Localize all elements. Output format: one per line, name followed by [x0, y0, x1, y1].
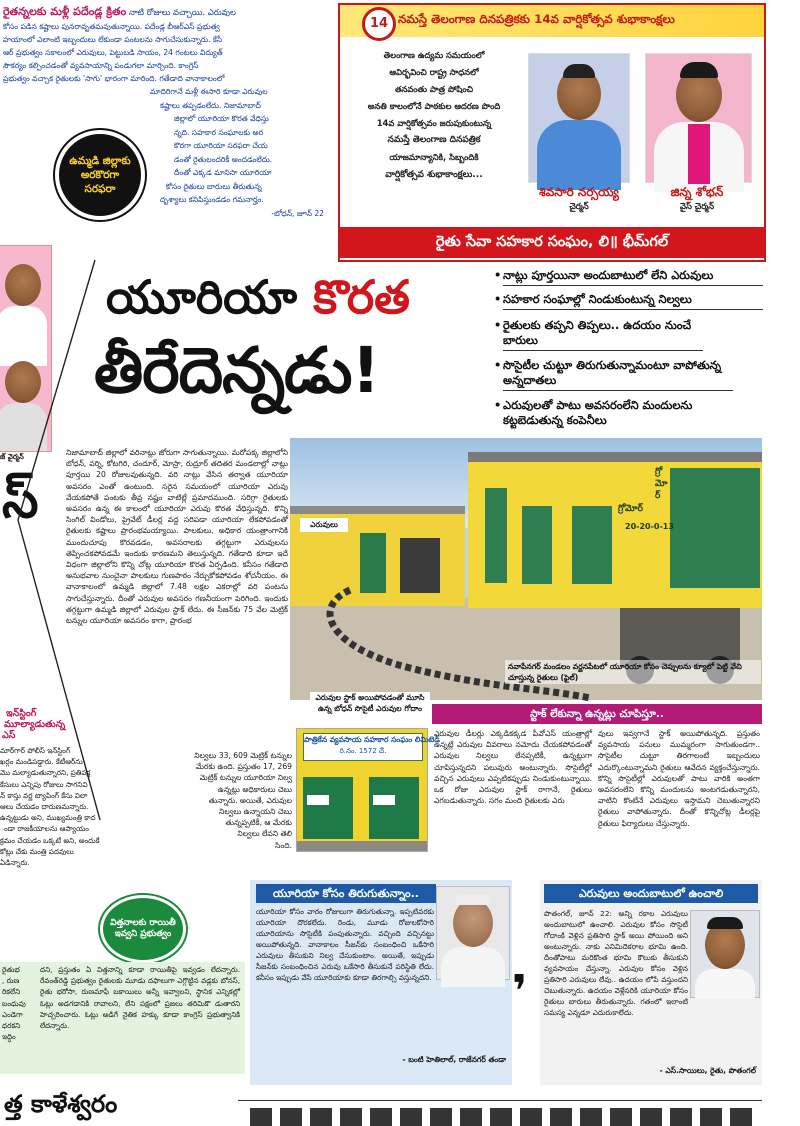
ad-body-line: నమస్తే తెలంగాణ దినపత్రిక: [387, 135, 481, 145]
bottom-left-fragment: , రుణ: [2, 976, 20, 986]
stock-line: తున్నప్పటికీ, ఆ మేరకు: [225, 818, 292, 828]
stock-banner: [432, 704, 762, 724]
bottom-left-fragment: రైతుభ: [2, 965, 20, 974]
chairman-role: చైర్మన్: [569, 202, 589, 212]
ad-badge: [362, 7, 396, 41]
godown-photo: [296, 728, 440, 852]
photo-sign-fertilizers: ఎరువులు: [300, 518, 348, 532]
stock-line: సింది.: [275, 840, 292, 850]
ad-body-line: తెలంగాణ ఉద్యమ సమయంలో: [383, 50, 485, 60]
bottom-left-story: [0, 962, 245, 1074]
left-red-title: మూల్యాడుతున్న: [4, 719, 66, 730]
top-story-line: జిల్లాలో యూరియా కొరత వేధిస్తు: [174, 114, 269, 123]
left-text-line: ఏడిన్నారు.: [0, 858, 30, 868]
top-story-lead-title: రైతన్నలకు మళ్లీ పదేండ్ల క్రితం: [3, 5, 127, 18]
top-story-line: కొరగా యూరియా సరఫరా చేయ: [174, 141, 268, 150]
left-text-line: ఉన్నట్టుడు అని, ముఖ్యమంత్రి కాద: [0, 813, 96, 823]
ad-body-line: 14వ వార్షికోత్సవం జరుపుకుంటున్న: [376, 118, 492, 128]
left-article-2: [0, 708, 125, 868]
stock-line: నిల్వలు 33, 609 మెట్రిక్ టన్నుల: [194, 751, 292, 760]
shortage-badge: [55, 130, 145, 220]
godown-sign-sub: రి.నం. 1572 ౘ.: [339, 747, 387, 755]
top-story-dateline: -బోధన్, జూన్ 22: [271, 208, 324, 218]
stock-line: నిల్వలు లేవని తెలి: [237, 829, 292, 839]
stock-line: తున్నారు. అయితే, ఎరువుల: [208, 795, 292, 805]
main-headline: [94, 268, 500, 438]
ad-footer: [340, 227, 764, 258]
stock-col-3: వులు ఇవ్వగానే స్టాక్ అయిపోతున్నది. ప్రస్తుతం వ్యవసాయ పనులు ముమ్మరంగా సాగుతుండగా.. సొసైటీల చుట్టూ తిరగాలంటే ఇబ్బందులు ఎదుర్కొంటున్నామని రైతులు ఆవేదన వ్యక్తంచేస్తున్నారు. కొన్ని సొసైటీల్లో ఎరువులతో పాటు వారికి అంతగా అవసరంలేని కొన్ని మందులను అంటగడుతున్నారని, వాటిని కొంటేనే ఎరువులు ఇస్తామని చెబుతున్నారని రైతులు వాపోతున్నారు. దీంతో కొన్నిచోట్ల డీలర్లపై రైతులు ఫిర్యాదులు చేస్తున్నారు.: [598, 729, 760, 828]
top-story-line: ప్రభుత్వం వచ్చాక రైతులకు 'సాగు' భారంగా మారింది. గతేడాది వానాకాలంలో: [3, 74, 225, 83]
top-story-lead: [3, 5, 236, 19]
anniversary-ad: [338, 3, 766, 262]
photo-wall-text: 20-20-0-13: [625, 522, 674, 531]
bottom-left-text: దని, ప్రస్తుతం ఏ విత్తనాన్ని కూడా రాయితీపై ఇవ్వడం లేదన్నారు. రేవంత్‌రెడ్డి ప్రభుత్వం రైతులకు మూడు దఫాలుగా ఎగ్గొట్టిన వడ్లకు బోనస్, రైతు భరోసా, రుణమాఫీ బకాయిలు అన్నీ ఇవ్వాలని, స్థానిక ఎన్నికల్లో ఓట్లు అడగడానికి రావాలని, లేని పక్షంలో ప్రజలు తరిమికొ డుతారని హెచ్చరించారు. ఓట్లు అడిగే నైతిక హక్కు కూడా కాంగ్రెస్ ప్రభుత్వానికి లేదన్నారు.: [40, 965, 240, 1031]
queue-photo: [290, 438, 762, 700]
headline-word-shortage: కొరత: [313, 270, 410, 324]
bullet-item: [503, 398, 723, 428]
top-story-line: కష్టాలు తప్పడంలేదు. నిజామాబాద్: [160, 100, 261, 110]
left-big-letter: స్: [2, 470, 39, 530]
ad-body: [340, 47, 528, 183]
ad-body-line: ఆవిర్భవించి రాష్ట్ర సాధనలో: [389, 67, 479, 77]
photo-sign-gromor: గ్రోమోర్: [618, 504, 643, 514]
stock-line: నిల్వలు ఉన్నాయని చెబు: [219, 807, 292, 817]
quote-mark-icon: ❜: [512, 966, 528, 1017]
headline-line2: తీరేదెన్నడు!: [94, 334, 380, 407]
bottom-left-fragment: ధరకని: [2, 1021, 21, 1031]
left-caption: జ్ వైర్మన్: [0, 452, 24, 461]
bullet-text: ఎరువులతో పాటు అవసరంలేని మందులను కట్టబెడుతున్న కంపెనీలు: [503, 398, 693, 427]
chairman-photo: [528, 53, 630, 183]
farmer-quote-2-text: పొతంగల్, జూన్ 22: అన్ని రకాల ఎరువులు అందుబాటులో ఉంచాలి. ఎరువుల కోసం సొసైటీ గోదాంకి వెళ్లిన ప్రతిసారి స్టాక్ అయి పోయింది అని అంటున్నారు. నాకు ఎనిమిదెకరాల భూమి ఉంది. దీంతోపాటు మరికొంత భూమి కౌలుకు తీసుకుని వ్యవసాయం చేస్తున్నా. ఎరువుల కోసం వెళ్లిన ప్రతిసారి ఎరువులు లేవు.. ఉదయం లోపే వస్తుందని చెబుతున్నారు. ఉదయం వెళ్లేసరికి యూరియా కోసం రైతులు బారులు తీరుతున్నారు. గతంలో ఇలాంటి సమస్య ఎన్నడూ ఎదురుకాలేదు.: [544, 909, 688, 1017]
photo-caption: నవాపేనగర్ మండలం వర్ణనపేటలో యూరియా కోసం చెప్పులను క్యూలో పెట్టి వేచి చూస్తున్న రైతులు (ఫైల్): [505, 660, 761, 684]
chairman-name: శివసారి నర్సయ్య: [539, 185, 619, 199]
main-article-body: నిజామాబాద్ జిల్లాలో వరినాట్లు జోరుగా సాగుతున్నాయి. మరోపక్క జిల్లాలోని బోధన్, వర్ని, కోటగిరి, చందూర్, మోస్రా, రుద్రూర్ తదితర మండలాల్లో నాట్లు పూర్తయి 20 రోజులవుతున్నది. వరి నాట్లు వేసిన తర్వాత యూరియా అవసరం ఎంతో ఉంటుంది. సరైన సమయంలో యూరియా ఎరువు వేయకపోతే పంటకు తీవ్ర నష్టం వాటిల్లే ప్రమాదముంది. సరిగ్గా రైతులకు అవసరం ఉన్న ఈ కాలంలో యూరియా ఎరువు కొరత వేధిస్తున్నది. కొన్ని సింగిల్ విండోలు, ప్రైవేట్ డీలర్ల వద్ద సరిపడా యూరియా లేకపోవడంతో రైతులకు కష్టాలు ప్రారంభమయ్యాయి. పాలకులు, అధికార యంత్రాంగానికి ముందుచూపు కొరవడడం, అవసరాలకు తగ్గట్టుగా ఎరువులను తెప్పించకపోవడమే ఇందుకు కారణమని తెలుస్తున్నది. గతేడాది కూడా ఇదే విధంగా జిల్లాలోని కొన్ని చోట్ల యూరియా కొరత ఏర్పడింది. కనీసం గతేడాది అనుభవాల నుంచైనా పాలకులు గుణపాఠం నేర్చుకోకపోవడం శోచనీయం. ఈ వానాకాలంలో ఉమ్మడి జిల్లాలో 7.48 లక్షల ఎకరాల్లో వరి పంటను సాగుచేస్తున్నారు. దీంతో ఎరువుల అవసరం గణనీయంగా పెరిగింది. ఇందుకు తగ్గట్టుగా ఉమ్మడి జిల్లాలో ఎరువుల స్టాక్ లేదు. ఈ సీజన్‌కు 75 వేల మెట్రిక్ టన్నుల యూరియా అవసరం కాగా, ప్రారంభ: [66, 448, 288, 626]
top-story-line: దృశ్యాలు కనిపిస్తుండడం గమనార్హం.: [160, 195, 264, 204]
left-red-title: ఎస్: [2, 730, 16, 741]
ad-body-line: యాజమాన్యానికి, సిబ్బందికి: [389, 152, 479, 162]
bullet-item: [503, 292, 763, 310]
vice-chairman-role: వైస్ చైర్మన్: [679, 202, 715, 212]
bullet-text: సొసైటీల చుట్టూ తిరుగుతున్నామంటూ వాపోతున్న అన్నదాతలు: [503, 358, 722, 387]
stock-line: ఉన్నట్లు అధికారులు చెబు: [217, 784, 292, 794]
left-text-line: కేసులు ఎన్నిపు రోజులు సాగనివి: [0, 779, 88, 789]
seeds-badge: [100, 895, 186, 963]
godown-sign: పాత్రికేన వ్యవసాయ సహకార సంఘం లిమిటెడ్: [304, 735, 440, 744]
ad-body-line: అనతి కాలంలోనే పాఠకుల ఆదరణ పొంది: [367, 101, 501, 111]
top-story-line: నాటి రోజులు వచ్చాయి. ఎరువుల: [128, 7, 236, 17]
seeds-badge-text: విత్తనాలకు రాయితీ ఇవ్వని ప్రభుత్వం: [110, 917, 176, 939]
top-story-line: హయాంలో ఎలాంటి ఇబ్బందులు లేకుండా పంటలను సాగుచేసుకున్నారు. కేసీ: [3, 35, 223, 44]
farmer-2-photo: [690, 910, 760, 998]
bullet-text: నాట్లు పూర్తయినా అందుబాటులో లేని ఎరువులు: [503, 268, 714, 282]
left-text-line: న్ కాస్తు వర్ణ ట్యాపింగ్ కేసు విలా: [0, 790, 88, 800]
farmer-quote-1-text: యూరియా కోసం వారం రోజులుగా తిరుగుతున్నా. ఇప్పటివరకు యూరియా దొరకలేదు. రెండు, మూడు రోజులకోసారి యూరియాను సొసైటీకి పంపుతున్నారు. వచ్చింది వచ్చినట్టు అయిపోతున్నది. వానాకాలం సీజన్‌కు సంబంధించి ఒకేసారి ఎరువులు తీసుకుని నిల్వ చేసుకుంటాం. అయితే, ఇప్పుడు సీజన్‌కు సంబంధించిన ఎరువు ఒకేసారి తీసుకునే పరిస్థితి లేదు. కనీసం ఇప్పుడు వేసే యూరియాకు కూడా తిరగాల్సి వస్తున్నదని.: [256, 907, 434, 982]
left-text-line: క్రమం చేయడం ఒక్కటే అని, అందుకే: [0, 835, 100, 845]
bottom-rule: [238, 1100, 762, 1101]
top-story: [0, 0, 332, 265]
left-text-line: ఖర్గం మండిపడ్డారు. కేటీఆర్‌ను: [0, 757, 83, 767]
farmer-quote-2: [540, 880, 762, 1085]
farmer-quote-1-signature: - బంటి హెతిలాల్, రాజేనగర్ తండా: [402, 1055, 506, 1064]
ad-body-line: వార్షికోత్సవ శుభాకాంక్షలు...: [385, 169, 483, 180]
bullet-text: రైతులకు తప్పని తిప్పలు.. ఉదయం నుంచే బారులు: [503, 318, 692, 347]
top-story-line: ఆర్ ప్రభుత్వం సకాలంలో ఎరువులు, పెట్టుబడి సాయం, 24 గంటలు విద్యుత్: [3, 48, 223, 57]
stock-col-1: [180, 750, 292, 851]
bottom-left-fragment: ఎండెగా: [2, 1009, 23, 1019]
godown-photo-label: ఎరువుల స్టాక్ అయిపోవడంతో మూసి ఉన్న బోధన్ సొసైటీ ఎరువుల గోదాం: [310, 692, 430, 714]
photo-sign-gromor-2: గ్రో మో ర్: [655, 467, 668, 501]
bottom-left-fragment: ఇద్ధిం: [2, 1032, 16, 1042]
shortage-badge-text: ఉమ్మడి జిల్లాకు అరకొరగా సరఫరా: [69, 155, 131, 195]
stock-line: మేరకు ఉంది. ప్రస్తుతం 17, 269: [195, 762, 292, 772]
ad-body-line: తనవంతు పాత్ర పోషించి: [394, 84, 474, 94]
top-story-line: కోసం పడిన కష్టాలు పునరావృతమవుతున్నాయి. పదేండ్ల బీఆర్‌ఎస్ ప్రభుత్వ: [3, 22, 220, 31]
top-story-line: సౌకర్యం కల్పించడంతో వ్యవసాయాన్ని పండుగలా మార్చింది. కాంగ్రెస్: [3, 61, 199, 70]
left-text-line: ఆలు చేయడం దారుణమన్నారు.: [0, 802, 89, 812]
vice-chairman-name: జిన్న శోభన్: [670, 185, 724, 199]
bullet-item: [503, 358, 733, 391]
top-story-line: మాదిరిగానే మళ్లీ ఈసారి కూడా ఎరువుల: [150, 87, 268, 96]
stock-banner-text: స్టాక్ లేకున్నా ఉన్నట్లు చూపిస్తూ..: [530, 708, 664, 720]
ad-header-text: నమస్తే తెలంగాణ దినపత్రికకు 14వ వార్షికోత్సవ శుభాకాంక్షలు: [398, 12, 675, 26]
bullet-item: [503, 268, 763, 286]
bullet-text: సహకార సంఘాల్లో నిండుకుంటున్న నిల్వలు: [503, 292, 692, 306]
vice-chairman-photo: [645, 53, 752, 183]
top-story-line: డంతో రైతులందరికీ అందడంలేదు.: [174, 154, 273, 164]
farmer-quote-2-signature: - ఎస్.సాయిలు, రైతు, పొతంగల్: [659, 1066, 756, 1075]
left-text-line: మొ మల్యాడుతున్నారని, ప్రతిపక్ష: [0, 768, 91, 778]
ad-badge-number: 14: [369, 16, 389, 31]
ad-footer-text: రైతు సేవా సహకార సంఘం, లి॥ భీమ్‌గల్: [435, 234, 669, 250]
farmer-quote-1: [250, 880, 512, 1085]
left-red-title: ఇన్‌స్టింగ్: [6, 708, 37, 719]
ad-header: [340, 5, 764, 37]
headline-word-urea: యూరియా: [106, 270, 298, 324]
stock-line: మెట్రిక్ టన్నుల యూరియా నిల్వ: [199, 773, 292, 783]
next-headline-strip: [250, 1112, 760, 1122]
bottom-left-heading: త్త కాళేశ్వరం: [4, 1090, 118, 1118]
left-text-line: మార్‌గార్ పోలీస్ ఇన్‌స్టింగ్: [0, 746, 71, 755]
top-story-line: న్నది. సహకార సంఘాలకు అర: [174, 127, 264, 137]
farmer-1-photo: [436, 886, 510, 980]
bottom-left-fragment: రికలేని: [2, 987, 21, 997]
bottom-left-fragment: బంధువు: [2, 998, 26, 1008]
left-text-line: ండా రాజకీయాలను ఆప్యాయం: [0, 824, 89, 834]
farmer-quote-1-heading: యూరియా కోసం తిరుగుతున్నాం..: [256, 884, 436, 903]
stock-col-2: ఎరువుల డీలర్లు ఎక్కడికక్కడ పీవోఎస్ యంత్రాల్లో ఉన్నట్లే ఎరువుల వివరాలు నమోదు చేయకపోవడంతో ఎరువుల నిల్వలు లేనప్పటికీ, ఉన్నట్లుగా చూపిస్తున్నదని పలువురు అంటున్నారు. సొసైటీల్లో వచ్చిన ఎరువులు ఎప్పటికప్పుడు నిండుకుంటున్నాయి. ఒక రోజు ఎరువుల స్టాక్ రాగానే, రైతులు ఎగబడుతున్నారు. సగం మంది రైతులకు ఎరు: [434, 729, 592, 806]
left-text-line: కోట్లు చేకు మంత్రి పదవులు: [0, 846, 74, 856]
top-story-line: కోసం రైతులు బారులు తీరుతున్న: [166, 181, 262, 191]
bullet-item: [503, 318, 703, 351]
top-story-line: దీంతో ఎక్కడ మానిసా యూరియా: [174, 168, 272, 177]
farmer-quote-2-heading: ఎరువులు అందుబాటులో ఉంచాలి: [544, 884, 758, 903]
